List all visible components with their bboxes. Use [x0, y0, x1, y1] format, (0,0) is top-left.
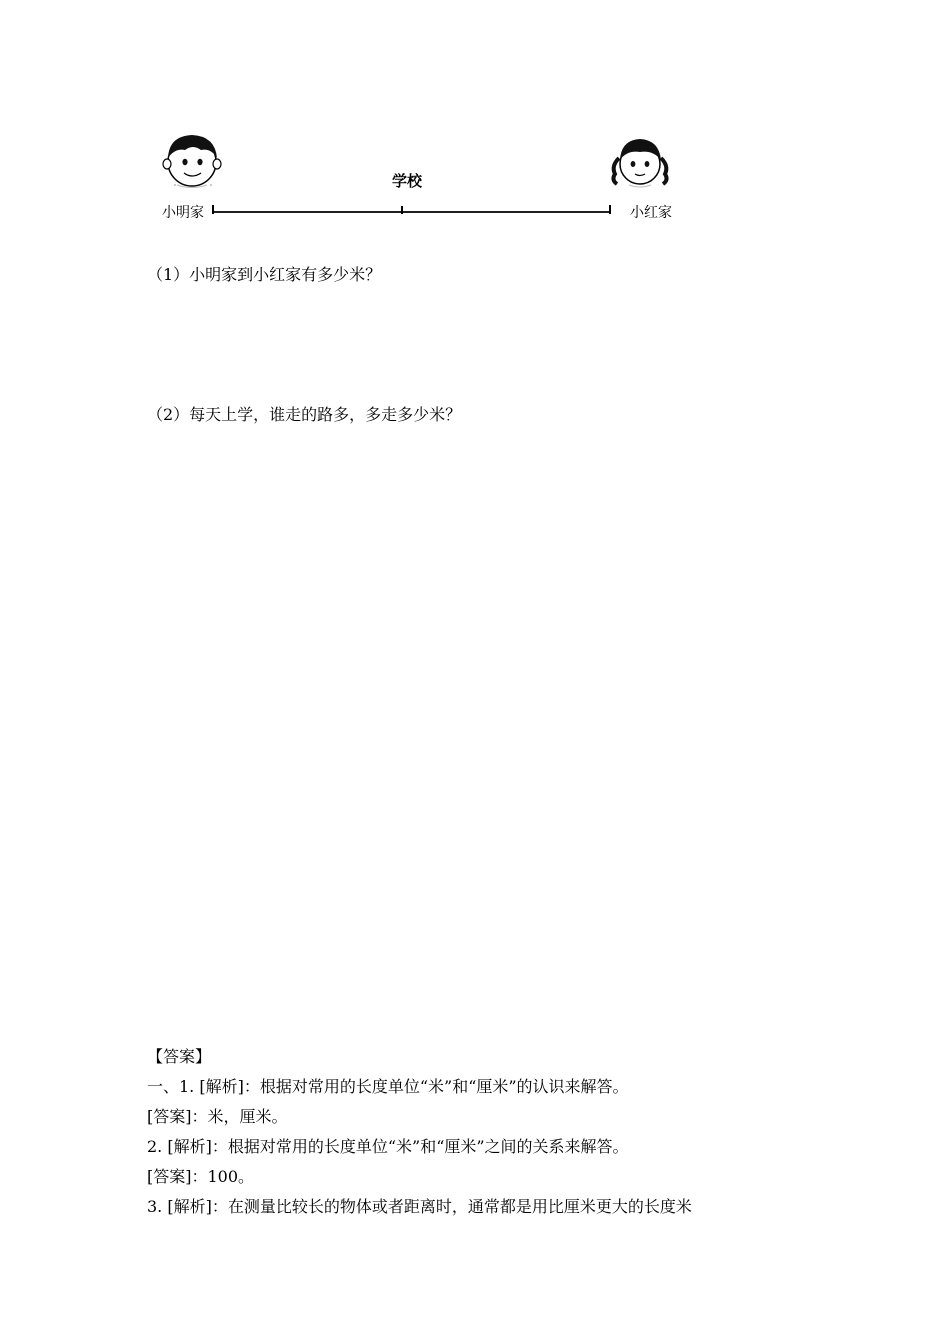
- girl-illustration: [613, 139, 666, 187]
- answer-line-3: 2. [解析]：根据对常用的长度单位“米”和“厘米”之间的关系来解答。: [147, 1137, 629, 1156]
- label-xiaohong-home: 小红家: [630, 205, 672, 221]
- answer-heading: 【答案】: [147, 1047, 212, 1066]
- label-xiaoming-home: 小明家: [162, 205, 204, 221]
- question-2: （2）每天上学，谁走的路多，多走多少米？: [147, 405, 462, 424]
- boy-illustration: [163, 135, 221, 188]
- label-school: 学校: [392, 172, 423, 190]
- answer-line-2: [答案]：米，厘米。: [147, 1107, 288, 1126]
- route-diagram: [155, 128, 695, 228]
- answer-line-4: [答案]：100。: [147, 1167, 255, 1186]
- road-line: [213, 205, 610, 214]
- answer-line-1: 一、1. [解析]：根据对常用的长度单位“米”和“厘米”的认识来解答。: [147, 1077, 629, 1096]
- answer-line-5: 3. [解析]：在测量比较长的物体或者距离时，通常都是用比厘米更大的长度米: [147, 1197, 692, 1216]
- route-figure: [155, 128, 695, 228]
- question-1: （1）小明家到小红家有多少米？: [147, 265, 382, 284]
